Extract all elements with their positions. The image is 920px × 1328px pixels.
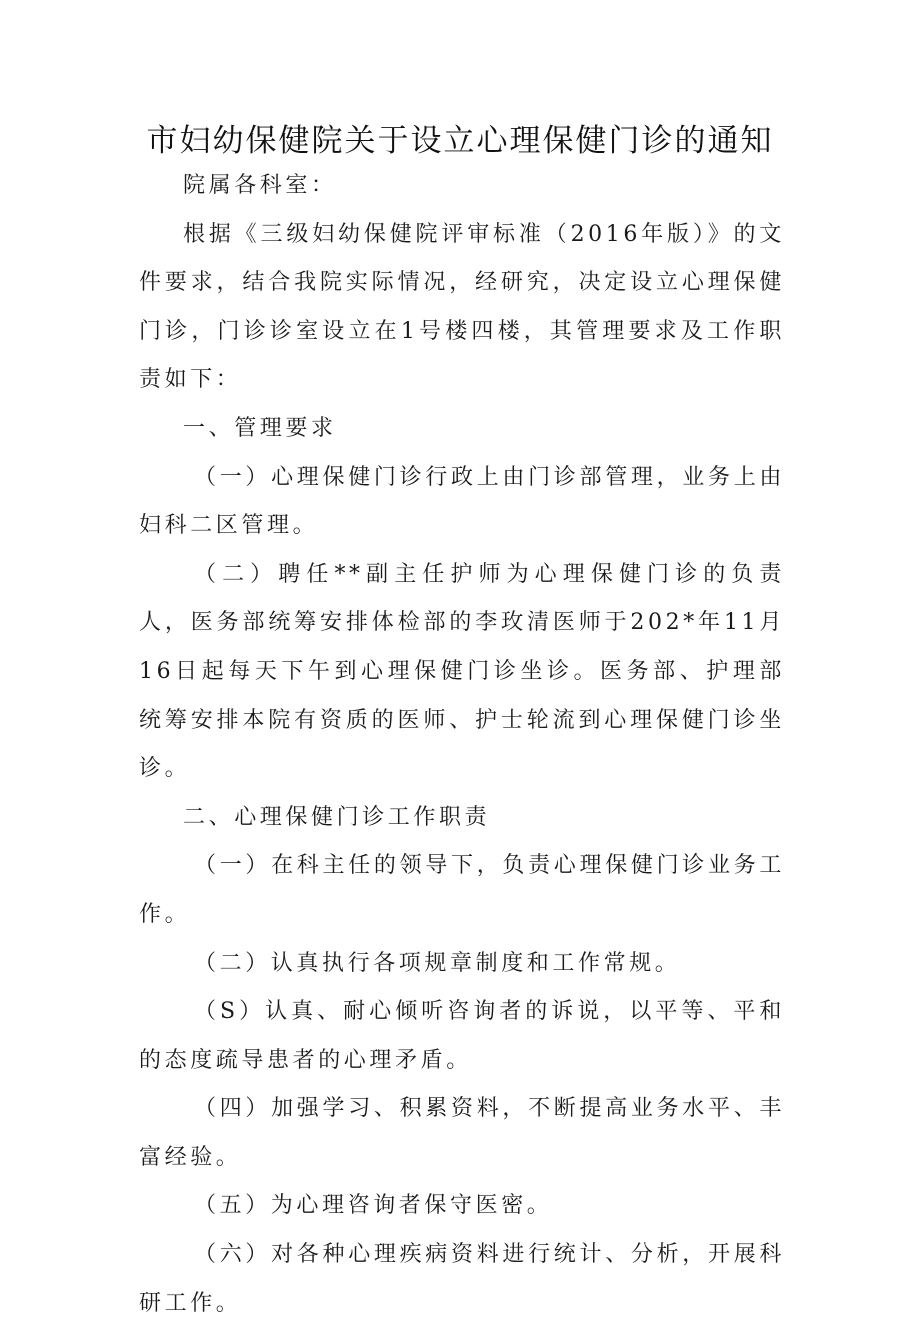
duty-item-4: （四）加强学习、积累资料，不断提高业务水平、丰富经验。 [139, 1096, 785, 1170]
duty-item-1: （一）在科主任的领导下，负责心理保健门诊业务工作。 [139, 853, 785, 927]
management-item-1: （一）心理保健门诊行政上由门诊部管理，业务上由妇科二区管理。 [139, 464, 785, 539]
duty-item-2: （二）认真执行各项规章制度和工作常规。 [194, 950, 681, 976]
section-heading-management: 一、管理要求 [183, 415, 337, 441]
duty-item-6: （六）对各种心理疾病资料进行统计、分析，开展科研工作。 [139, 1242, 785, 1316]
intro-paragraph: 根据《三级妇幼保健院评审标准（2016年版）》的文件要求，结合我院实际情况，经研究，决定设立心理保健门诊，门诊诊室设立在1号楼四楼，其管理要求及工作职责如下： [139, 221, 785, 393]
section-heading-duties: 二、心理保健门诊工作职责 [183, 804, 491, 830]
salutation: 院属各科室： [183, 173, 337, 198]
duty-item-5: （五）为心理咨询者保守医密。 [194, 1193, 553, 1219]
duty-item-3: （S）认真、耐心倾听咨询者的诉说，以平等、平和的态度疏导患者的心理矛盾。 [139, 999, 785, 1073]
document-title: 市妇幼保健院关于设立心理保健门诊的通知 [146, 123, 774, 159]
document-body [139, 162, 785, 1328]
management-item-2: （二）聘任**副主任护师为心理保健门诊的负责人，医务部统筹安排体检部的李玫清医师于202*年11月16日起每天下午到心理保健门诊坐诊。医务部、护理部统筹安排本院有资质的医师、护士轮流到心理保健门诊坐诊。 [139, 561, 785, 782]
